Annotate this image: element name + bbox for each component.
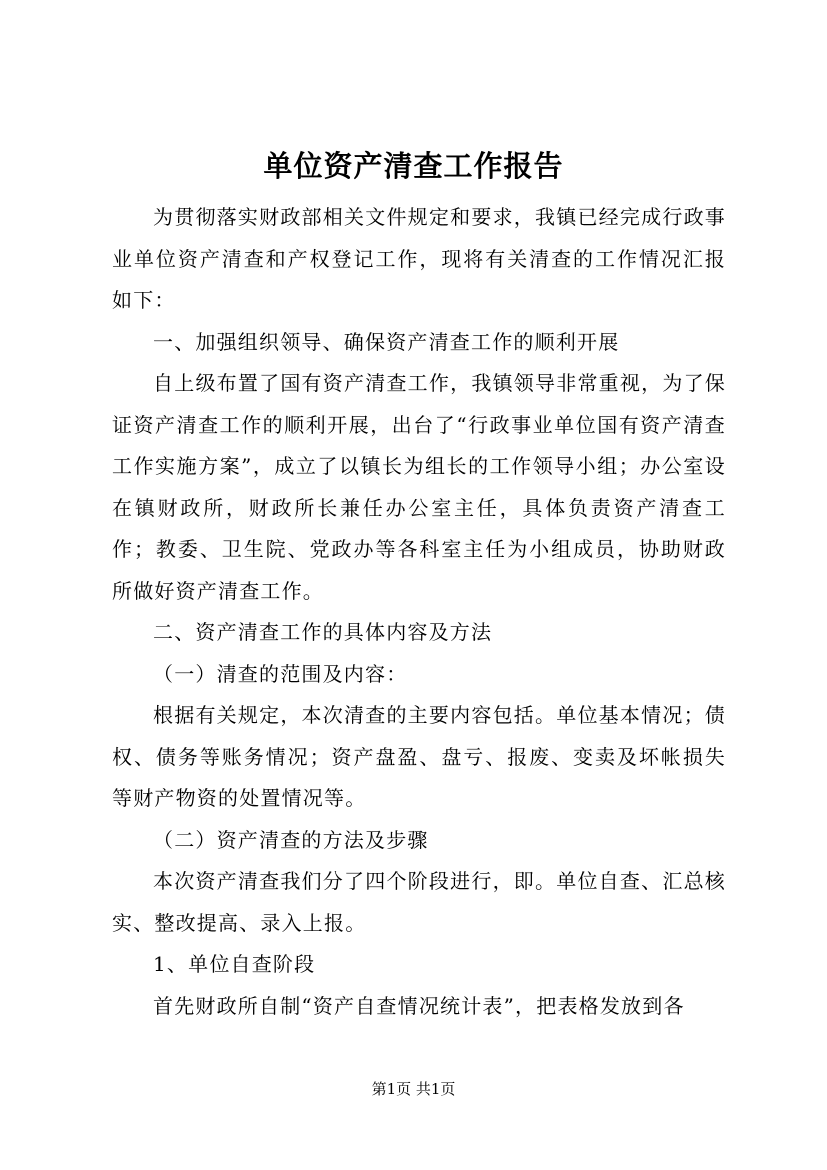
step-heading-self-check: 1、单位自查阶段 — [153, 952, 316, 976]
document-title: 单位资产清查工作报告 — [263, 149, 564, 183]
page-footer: 第1页 共1页 — [371, 1080, 456, 1098]
section-heading-1: 一、加强组织领导、确保资产清查工作的顺利开展 — [153, 329, 620, 354]
section-heading-2: 二、资产清查工作的具体内容及方法 — [153, 620, 493, 644]
document-body — [112, 197, 726, 1027]
paragraph-intro: 为贯彻落实财政部相关文件规定和要求，我镇已经完成行政事业单位资产清查和产权登记工作，现将有关清查的工作情况汇报如下： — [112, 205, 726, 312]
paragraph-methods: 本次资产清查我们分了四个阶段进行，即。单位自查、汇总核实、整改提高、录入上报。 — [112, 869, 726, 935]
paragraph-organization: 自上级布置了国有资产清查工作，我镇领导非常重视，为了保证资产清查工作的顺利开展，出台了“行政事业单位国有资产清查工作实施方案”，成立了以镇长为组长的工作领导小组；办公室设在镇财政所，财政所长兼任办公室主任，具体负责资产清查工作；教委、卫生院、党政办等各科室主任为小组成员，协助财政所做好资产清查工作。 — [112, 371, 726, 603]
paragraph-scope: 根据有关规定，本次清查的主要内容包括。单位基本情况；债权、债务等账务情况；资产盘盈、盘亏、报废、变卖及坏帐损失等财产物资的处置情况等。 — [112, 703, 726, 810]
subsection-heading-scope: （一）清查的范围及内容： — [153, 661, 408, 686]
paragraph-self-check: 首先财政所自制“资产自查情况统计表”，把表格发放到各 — [153, 993, 685, 1018]
subsection-heading-methods: （二）资产清查的方法及步骤 — [153, 827, 429, 852]
